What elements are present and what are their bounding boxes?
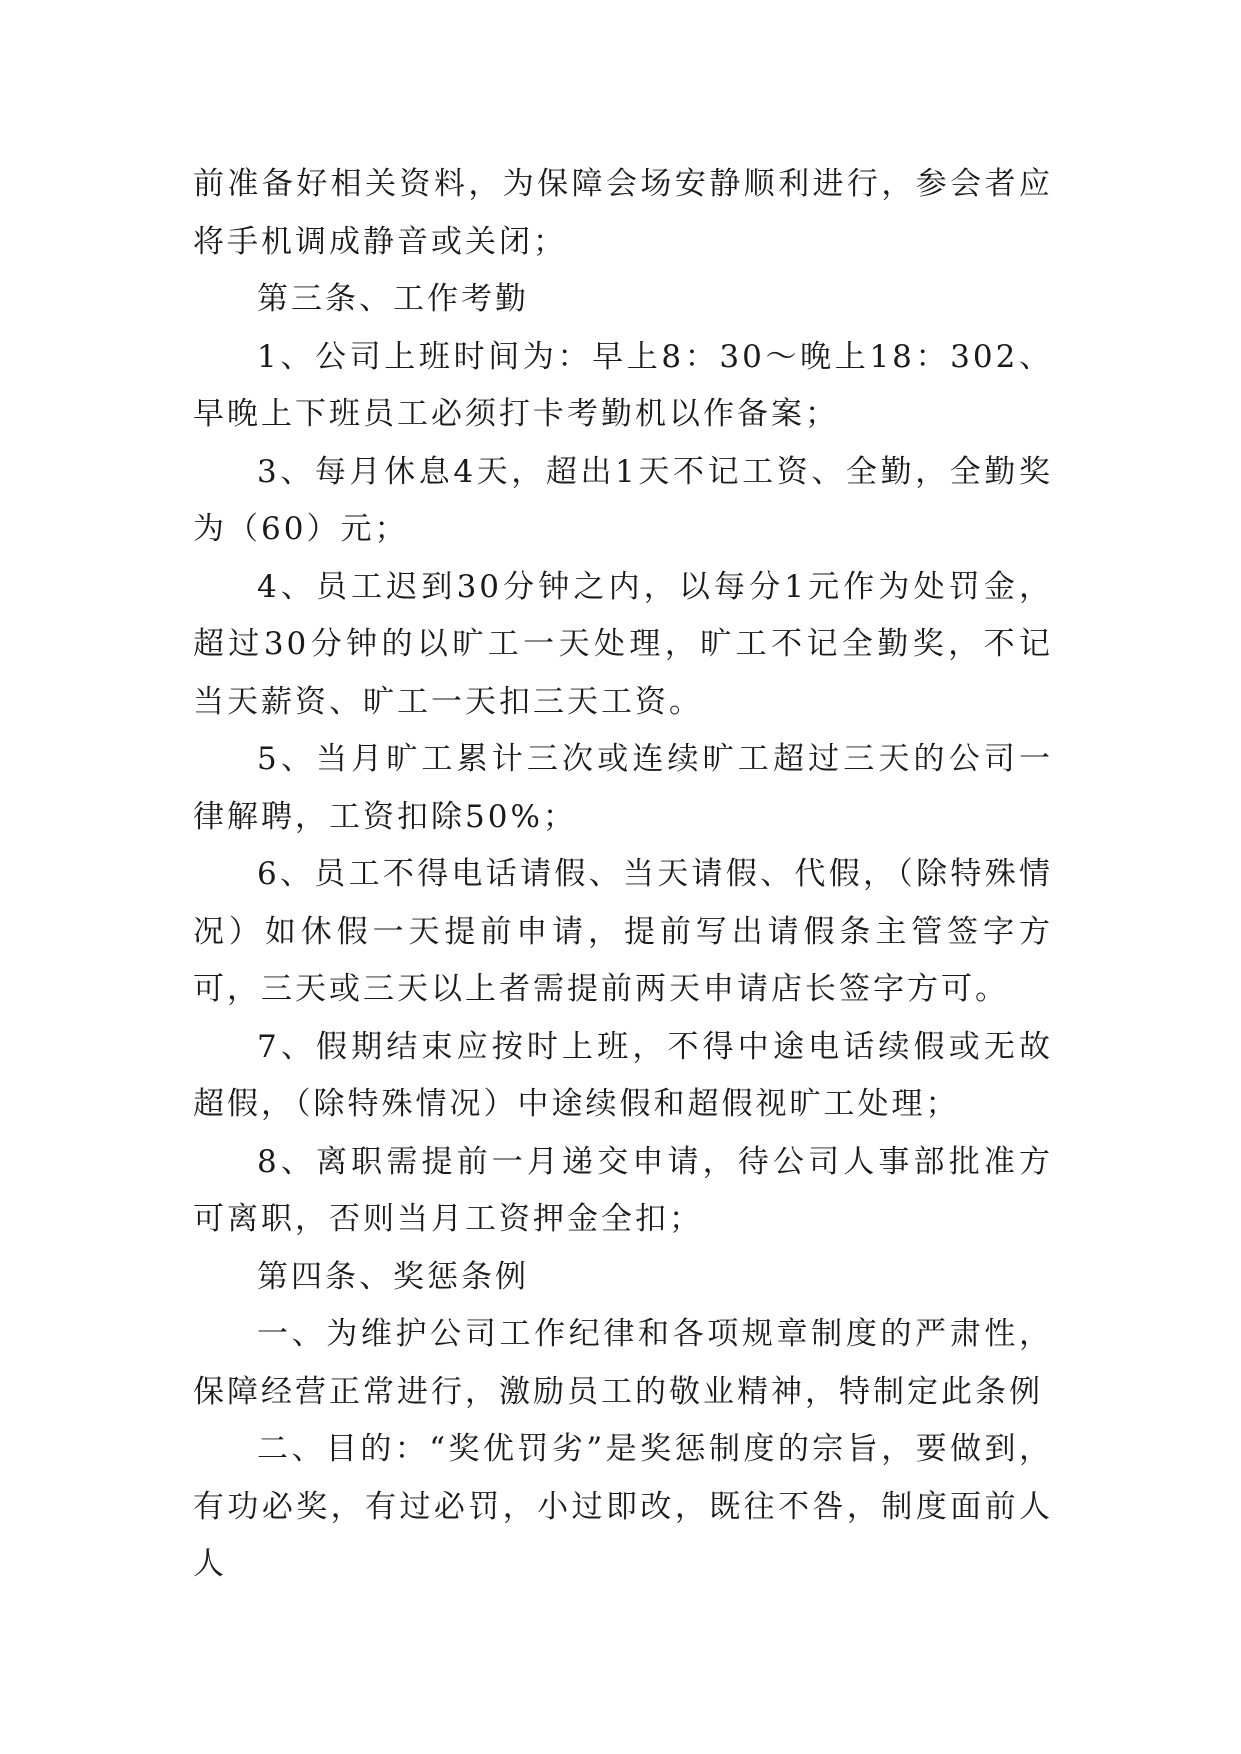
paragraph-absence-dismissal: 5、当月旷工累计三次或连续旷工超过三天的公司一律解聘，工资扣除50%； bbox=[193, 741, 1053, 835]
paragraph-continuation: 前准备好相关资料，为保障会场安静顺利进行，参会者应将手机调成静音或关闭； bbox=[193, 166, 1053, 260]
document-body bbox=[193, 156, 1053, 1594]
section-heading-attendance: 第三条、工作考勤 bbox=[257, 281, 529, 317]
paragraph-rewards-goal: 二、目的：“奖优罚劣”是奖惩制度的宗旨，要做到，有功必奖，有过必罚，小过即改，既往不咎，制度面前人人 bbox=[193, 1431, 1053, 1582]
paragraph-rewards-purpose: 一、为维护公司工作纪律和各项规章制度的严肃性，保障经营正常进行，激励员工的敬业精神，特制定此条例 bbox=[193, 1316, 1053, 1410]
paragraph-work-hours: 1、公司上班时间为：早上8：30～晚上18：302、早晚上下班员工必须打卡考勤机以作备案； bbox=[193, 338, 1053, 432]
paragraph-leave-request: 6、员工不得电话请假、当天请假、代假，（除特殊情况）如休假一天提前申请，提前写出请假条主管签字方可，三天或三天以上者需提前两天申请店长签字方可。 bbox=[193, 856, 1053, 1007]
paragraph-late-penalty: 4、员工迟到30分钟之内，以每分1元作为处罚金，超过30分钟的以旷工一天处理，旷工不记全勤奖，不记当天薪资、旷工一天扣三天工资。 bbox=[193, 568, 1053, 720]
paragraph-resignation: 8、离职需提前一月递交申请，待公司人事部批准方可离职，否则当月工资押金全扣； bbox=[193, 1143, 1053, 1237]
paragraph-holiday-return: 7、假期结束应按时上班，不得中途电话续假或无故超假，（除特殊情况）中途续假和超假视旷工处理； bbox=[193, 1028, 1053, 1122]
paragraph-monthly-rest: 3、每月休息4天，超出1天不记工资、全勤，全勤奖为（60）元； bbox=[193, 453, 1053, 547]
section-heading-rewards: 第四条、奖惩条例 bbox=[257, 1258, 529, 1295]
